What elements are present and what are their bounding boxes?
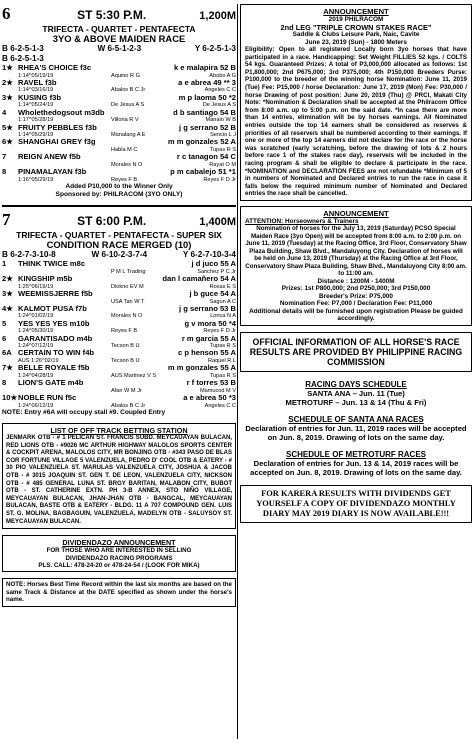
best-time: 1:24^01/02/19: [18, 313, 54, 320]
metroturf-schedule: [240, 450, 472, 477]
race-time: ST 6:00 P.M.: [77, 214, 147, 229]
best-time: 1:24^05/30/19: [18, 328, 54, 335]
best-time: 1:16^05/29/19: [18, 176, 54, 183]
bet-types: TRIFECTA - QUARTET - PENTAFECTA: [42, 24, 196, 34]
trainer: Angeles C C: [204, 402, 236, 409]
horse-name: THINK TWICE m8c: [18, 260, 86, 269]
horse-number: 5: [2, 318, 7, 328]
trainer: Raquel R L: [208, 358, 236, 365]
dividendazo-line: FOR THOSE WHO ARE INTERESTED IN SELLING: [46, 547, 192, 555]
schedule-body: Declaration of entries for Jun. 13 & 14, 2019 races will be accepted on Jun. 8, 2019. Drawing of lots on the same day.: [250, 458, 462, 477]
right-column: [240, 0, 472, 523]
entry-note: NOTE: Entry #6A will occupy stall #9. Coupled Entry: [2, 409, 166, 417]
dividendazo-line: DIVIDENDAZO RACING PROGRAMS: [65, 554, 173, 562]
horse-name: REIGN ANEW f5b: [18, 153, 81, 162]
horse-row: [2, 320, 236, 329]
owner: Aquino R G: [111, 72, 140, 79]
best-time: 1:14^03/16/19: [18, 87, 54, 94]
trainer: Mamucod M V: [199, 387, 236, 394]
race-distance: 1,400M: [199, 216, 236, 229]
jockey-weight: r m garcia 55 A: [181, 333, 236, 343]
racing-days-title: RACING DAYS SCHEDULE: [305, 379, 407, 389]
horse-name: LION'S GATE m4b: [18, 379, 84, 388]
trainer: Manalo W B: [205, 117, 236, 124]
horse-name: WEEMISSJERRE f5b: [18, 289, 93, 298]
horse-row: [2, 64, 236, 73]
trainer: Reyes F D Jr: [203, 176, 236, 183]
bet-types: TRIFECTA - QUARTET - PENTAFECTA - SUPER SIX: [16, 230, 222, 241]
horse-number: 6A: [2, 348, 12, 358]
horse-number: 8: [2, 167, 7, 177]
horse-number: 10★: [2, 393, 18, 403]
race-6: [2, 4, 236, 199]
horse-row: [2, 168, 236, 177]
horse-number: 6★: [2, 137, 14, 147]
owner: Afan W M Jr: [111, 387, 142, 394]
owner: Abalos B C Jr: [111, 87, 146, 94]
trainer: Tupas R S: [209, 372, 236, 379]
combo-w: W 6-10-2-3-7-4: [91, 250, 148, 260]
horse-name: NOBLE RUN f5c: [18, 394, 77, 403]
owner: Diokno EV M: [111, 283, 144, 290]
announcement-subtitle: 2019 PHILRACOM: [328, 16, 384, 23]
horse-row: [2, 335, 236, 344]
attention-line: ATTENTION: Horseowners & Trainers: [245, 217, 359, 225]
race-number: 7: [2, 210, 11, 230]
horse-number: 8: [2, 378, 7, 388]
combo-b: B 6-2-7-3-10-8: [2, 250, 56, 260]
race-7: [2, 210, 236, 417]
horse-name: GARANTISADO m4b: [18, 334, 93, 343]
announcement-pcso: [240, 206, 472, 326]
racing-day: SANTA ANA – Jun. 11 (Tue): [307, 388, 405, 398]
breeders-prize: Breeder's Prize: P75,000: [319, 292, 393, 300]
dividendazo-box: [2, 535, 236, 572]
trainer: De Jesus A S: [202, 102, 236, 109]
horse-row: [2, 275, 236, 284]
owner: Reyes F B: [111, 176, 138, 183]
official-info-box: [240, 332, 472, 372]
jockey-weight: j b guce 54 A: [189, 288, 236, 298]
karera-results-box: [240, 485, 472, 523]
trainer: Lorica N A: [210, 313, 236, 320]
venue: Saddle & Clubs Leisure Park, Naic, Cavite: [292, 31, 420, 38]
note-text: NOTE: Horses Best Time Record within the last six months are based on the same Track & Distance at the DATE specified as shown under the horse's name.: [6, 581, 232, 604]
owner: Villoria R V: [111, 117, 139, 124]
horse-row: [2, 79, 236, 88]
otb-body: JENMARK OTB - # 1 PELICAN ST. FRANCIS SUBD. MEYCAUAYAN BULACAN, RED LIONS OTB - #9026 MC ARTHUR HIGHWAY MALOLOS SPORTS CENTER & COCKPIT ARENA, MALOLOS CITY, MR BONJING OTB - #343 PASO DE BLAS COR FORTUNE VILLAGE 5 VALENZUELA, PEDRO D' COOL OTB & EATERY - # 30 PIO VALENZUELA ST. MARULAS VALENZUELA CITY, JOSHUA & JACOB OTB - # 3015 JOAQUIN ST. GEN T. DE LEON, VALENZUELA CITY, NICKSON OTB - # 485 GENERAL LUNA ST. BRGY BARITAN, MALABON CITY, BUBOT OTB - ST. CATHERINE EXTN. PH 3-B ANNEX, STO NIÑO VILLAGE, MEYCAUAYAN BULACAN, JHAN-JHAN OTB - BANGCAL, MEYCAUAYAN BULACAN, BASTE OTB & EATERY - BLDG. 11 A 707 COMPOUND GEN. LUIS ST. G. MOLINA, BAGBAGUIN, VALENZUELA, MADELYN OTB - SALUYSOY ST. MEYCAUAYAN BULACAN.: [6, 435, 232, 525]
announcement-body: Eligibility: Open to all registered Locally born 3yo horses that have participated in a race. Handicapping: Set Weight FILLIES 52 kgs. / COLTS 54 kgs. Guaranteed Prizes: A total of P3,000,000 allocated as follows: 1st P1,800,000; 2nd P675,000; 3rd P375,000; 4th P150,000 Breeders Purse: P100,000 to the breeder of the winning horse Nomination: June 11, 2019 (Tue) Fee: P15,000 / horse Declaration: June 17, 2019 (Mon) Fee: P30,000 / horse Drawing of post position: June 20, 2019 (Thu) @ PRCI, Makati City Note: *Nomination & Declaration shall be accepted at the Philracom Office from 8:00 a.m. up to 5:00 p.m. on the said date. *In case there are more than 14 entries, elimination will be by horses earnings. All Nominated entries outside the top 14 earners shall be considered as reserves & priorities of all reserve/s shall be numbered according to their earnings. If one or more of the top 14 earners did not declare for the race or the horse was scratched (early scratching, before the drawing of lots & 2 hours before race 1 of the stakes race day), reserve/s will be included in the racing program & shall be eligible to declare & participate in the race. *NOMINATION and DECLARATION FEES are not refundable *Minimum of 5 in numbers of Nominated and Declared entries to run the race in case it falls below the required minimum number of Nominated and Declared entries the race shall be cancelled.: [245, 46, 467, 198]
extra-info: Additional details will be furnished upon registration Please be guided accordingly.: [249, 307, 463, 323]
dividendazo-phone: PLS. CALL: 478-24-20 or 478-24-54 / (LOOK FOR MIKA): [38, 561, 200, 569]
race-number: 6: [2, 4, 11, 23]
race-7-header: [2, 210, 236, 230]
trainer: Tupas R S: [209, 147, 236, 154]
race-6-header: [2, 4, 236, 24]
jockey-weight: m p laoma 50 *2: [178, 92, 236, 102]
jockey-weight: r f torres 53 B: [186, 378, 236, 388]
horse-number: 5★: [2, 122, 14, 132]
horse-number: 1: [2, 259, 7, 269]
horse-number: 3★: [2, 92, 14, 102]
horse-row: [2, 305, 236, 314]
horse-row: [2, 124, 236, 133]
horse-name: YES YES YES m10b: [18, 319, 90, 328]
combo-y: Y 6-2-7-10-3-4: [182, 250, 236, 260]
horse-row: [2, 394, 236, 403]
jockey-weight: j g serrano 52 B: [179, 122, 236, 132]
horse-number: 6: [2, 333, 7, 343]
trainer: Sagun A C: [209, 298, 236, 305]
left-column: [2, 0, 236, 607]
combo-row: [2, 44, 236, 54]
announcement-title: ANNOUNCEMENT: [323, 208, 389, 218]
combo-y: Y 6-2-5-1-3: [194, 44, 236, 53]
announcement-triple-crown: [240, 4, 472, 201]
owner: Tecson B U: [111, 343, 140, 350]
distance: Distance : 1200M - 1400M: [317, 277, 395, 285]
trainer: Abobo A G: [209, 72, 236, 79]
owner: Habla M C: [111, 147, 138, 154]
trainer: Angeles C C: [204, 87, 236, 94]
announcement-title: ANNOUNCEMENT: [323, 7, 389, 16]
jockey-weight: dan l camañero 54 A: [162, 274, 236, 284]
karera-text: FOR KARERA RESULTS WITH DIVIDENDS GET YOURSELF A COPY OF DIVIDENDAZO MONTHLY DIARY MAY 2019 DIARY IS NOW AVAILABLE!!!: [256, 488, 456, 518]
jockey-weight: r c tanagon 54 C: [176, 152, 236, 162]
stakes-leg: 2nd LEG "TRIPLE CROWN STAKES RACE": [280, 22, 432, 32]
best-time: 1:17^05/28/19: [18, 117, 54, 124]
horse-list: [2, 260, 236, 409]
horse-row: [2, 290, 236, 299]
racing-days: [240, 380, 472, 407]
horse-name: KINGSHIP m5b: [18, 275, 73, 284]
horse-row: [2, 260, 236, 269]
race-condition: CONDITION RACE MERGED (10): [46, 239, 192, 251]
best-time: 1:24^07/12/19: [18, 343, 54, 350]
jockey-weight: j d juco 55 A: [191, 259, 236, 269]
horse-row: [2, 138, 236, 147]
owner: AUS Martinez V S: [111, 372, 157, 379]
best-time-note: [2, 578, 236, 606]
trainer: Sencio L J: [210, 132, 236, 139]
race-distance: 1,200M: [199, 10, 236, 22]
jockey-weight: m m gonzales 55 A: [167, 363, 236, 373]
owner: Morales N O: [111, 161, 143, 168]
jockey-weight: p m cabalejo 51 *1: [170, 167, 236, 177]
horse-number: 3★: [2, 288, 14, 298]
official-info: OFFICIAL INFORMATION OF ALL HORSE'S RACE RESULTS ARE PROVIDED BY PHILIPPINE RACING COMMISSION: [249, 336, 463, 367]
trainer: Roxas E S: [209, 283, 236, 290]
owner: Morales N O: [111, 313, 143, 320]
horse-list: [2, 64, 236, 183]
horse-name: RHEA'S CHOICE f3c: [18, 64, 92, 72]
announcement-body: Nomination of horses for the July 13, 2019 (Saturday) PCSO Special Maiden Race (3yo Open) will be accepted from 8:00 a.m. to 2:00 p.m. on June 11, 2019 (Tuesday) at the Racing Office, 3rd Floor, Conservatory Shaw Plaza Building, Shaw Blvd., Mandaluyong City. Declaration of horses will be held on June 13, 2019 (Thursday) at the Racing Office at 3rd Floor, Conservatory Shaw Plaza Building, Shaw Blvd., Mandaluyong City 8:00 am. to 11:00 am.: [245, 225, 467, 278]
fees: Nomination Fee: P7,000 / Declaration Fee: P11,000: [279, 300, 433, 308]
dividendazo-title: DIVIDENDAZO ANNOUNCEMENT: [62, 538, 176, 548]
otb-title: LIST OF OFF TRACK BETTING STATION: [50, 426, 188, 436]
owner: Tecson B U: [111, 358, 140, 365]
horse-number: 2★: [2, 77, 14, 87]
combo-b: B 6-2-5-1-3: [2, 44, 44, 53]
combo-w: W 6-5-1-2-3: [97, 44, 142, 53]
best-time: 1:24^06/12/19: [18, 402, 54, 409]
horse-number: 4★: [2, 303, 14, 313]
race-time: ST 5:30 P.M.: [77, 8, 147, 22]
trainer: Tupas R S: [209, 343, 236, 350]
racing-day: METROTURF – Jun. 13 & 14 (Thu & Fri): [285, 397, 427, 407]
owner: USA Tan W T: [111, 298, 145, 305]
horse-number: 7: [2, 152, 7, 162]
horse-row: [2, 379, 236, 388]
schedule-title: SCHEDULE OF SANTA ANA RACES: [288, 414, 424, 424]
combo-b2: B 6-2-5-1-3: [2, 54, 44, 63]
column-divider: [237, 4, 238, 739]
owner: De Jesus A S: [111, 102, 145, 109]
race-date: June 23, 2019 (Sun) - 1800 Meters: [305, 38, 407, 46]
jockey-weight: k e malapira 52 B: [173, 63, 236, 72]
horse-number: 4: [2, 107, 7, 117]
jockey-weight: c p henson 55 A: [178, 348, 236, 358]
horse-row: [2, 153, 236, 162]
jockey-weight: a e abrea 50 *3: [183, 393, 236, 403]
best-time: AUS 1:26^02/19: [18, 358, 59, 365]
best-time: 1:24^04/28/19: [18, 372, 54, 379]
race-condition: 3YO & ABOVE MAIDEN RACE: [52, 33, 186, 44]
owner: P M L Trading: [111, 268, 146, 275]
divider: [2, 205, 236, 207]
schedule-body: Declaration of entries for Jun. 11, 2019 races will be accepted on Jun. 8, 2019. Drawing of lots on the same day.: [245, 423, 467, 442]
horse-name: SHANGHAI GREY f3g: [18, 138, 96, 147]
jockey-weight: d b santiago 54 B: [173, 107, 236, 117]
horse-number: 2★: [2, 274, 14, 284]
santa-ana-schedule: [240, 415, 472, 442]
best-time: 1:14^05/19/19: [18, 72, 54, 79]
trainer: Sanchez P C Jr: [197, 268, 236, 275]
horse-number: 1★: [2, 63, 14, 72]
jockey-weight: j g serrano 53 B: [179, 303, 236, 313]
jockey-weight: a e abrea 49 ** 3: [178, 77, 236, 87]
best-time: 1:14^05/29/19: [18, 132, 54, 139]
best-time: 1:25^06/19/19: [18, 283, 54, 290]
horse-name: KUSING f3b: [18, 93, 62, 102]
horse-name: FRUITY PEBBLES f3b: [18, 123, 97, 132]
horse-row: [2, 109, 236, 118]
jockey-weight: m m gonzales 52 A: [167, 137, 236, 147]
schedule-title: SCHEDULE OF METROTURF RACES: [286, 449, 426, 459]
sponsor: Sponsored by: PHILRACOM (3YO ONLY): [55, 191, 183, 199]
trainer: Reyes F D Jr: [203, 328, 236, 335]
horse-row: [2, 94, 236, 103]
added-prize: Added P10,000 to the Winner Only: [65, 183, 173, 191]
prizes: Prizes: 1st P800,000; 2nd P250,000; 3rd P150,000: [281, 285, 431, 293]
horse-name: Wholethedogsout m3db: [18, 108, 105, 117]
best-time: 1:14^05/24/19: [18, 102, 54, 109]
owner: Manalang A E: [111, 132, 146, 139]
horse-name: PINAMALAYAN f3b: [18, 168, 87, 177]
horse-name: RAVEL f3b: [18, 78, 57, 87]
otb-list: [2, 423, 236, 529]
horse-name: CERTAIN TO WIN f4b: [18, 349, 95, 358]
horse-number: 7★: [2, 363, 14, 373]
horse-name: BELLE ROYALE f5b: [18, 364, 90, 373]
horse-row: [2, 349, 236, 358]
jockey-weight: g v mora 50 *4: [184, 318, 236, 328]
horse-name: KALMOT PUSA f7b: [18, 304, 87, 313]
owner: Reyes F B: [111, 328, 138, 335]
trainer: Rayat O M: [209, 161, 236, 168]
owner: Abalos B C Jr: [111, 402, 146, 409]
horse-row: [2, 364, 236, 373]
